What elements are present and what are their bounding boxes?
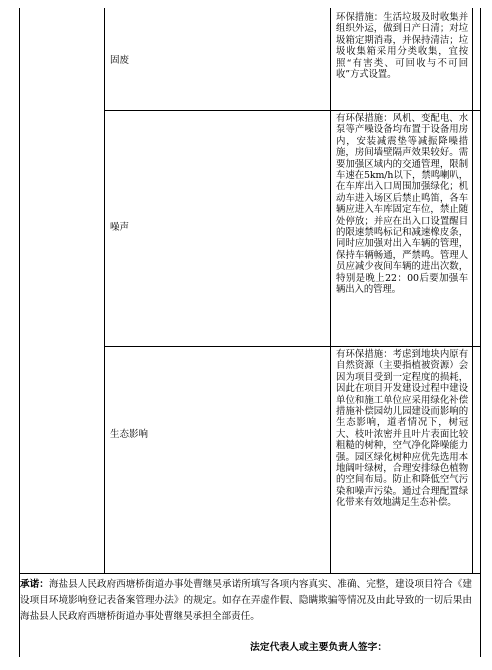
- solid-waste-measures: 环保措施：生活垃圾及时收集并组织外运，做到日产日清；对垃圾箱定期消毒，并保持清洁；垃圾收集箱采用分类收集，宜按照“有害类、可回收与不可回收”方式设置。: [336, 12, 468, 81]
- table-border-col2: [330, 8, 331, 573]
- row-divider-1: [104, 110, 480, 111]
- commitment-label: 承诺：: [20, 579, 49, 590]
- category-solid-waste: 固废: [110, 55, 130, 66]
- category-noise: 噪声: [110, 222, 130, 233]
- table-border-right: [480, 8, 481, 573]
- table-border-bottom: [19, 573, 481, 574]
- commitment-text: 海盐县人民政府西塘桥街道办事处曹继昊承诺所填写各项内容真实、准确、完整，建设项目符合《建设项目环境影响登记表备案管理办法》的规定。如存在弄虚作假、隐瞒欺骗等情况及由此导致的一切后果由海盐县人民政府西塘桥街道办事处曹继昊承担全部责任。: [20, 579, 473, 622]
- category-ecology: 生态影响: [110, 429, 149, 440]
- table-border-left: [19, 8, 20, 573]
- table-border-col1: [104, 8, 105, 573]
- signature-label: 法定代表人或主要负责人签字：: [250, 642, 388, 653]
- ecology-measures: 有环保措施：考虑到地块内原有自然资源（主要指植被资源）会因为项目受到一定程度的损耗，因此在项目开发建设过程中建设单位和施工单位应采用绿化补偿措施补偿园幼儿园建设而影响的生态影响，道者情况下，树冠大、枝叶浓密并且叶片表面比较粗糙的树种，空气净化降噪能力强。园区绿化树种应优先选用本地阔叶绿树，合理安排绿色植物的空间布局。防止和降低空气污染和噪声污染。通过合理配置绿化带来有效地满足生态补偿。: [336, 349, 468, 509]
- row-divider-2: [104, 346, 480, 347]
- table-border-col3: [472, 8, 473, 573]
- noise-measures: 有环保措施：风机、变配电、水泵等产噪设备均布置于设备用房内，安装减震垫等减振降噪措施，房间墙壁隔声效果较好。需要加强区域内的交通管理，限制车速在5km/h以下，禁鸣喇叭，在车库出入口周围加强绿化；机动车进入场区后禁止鸣笛，各车辆应进入车库固定车位，禁止随处停放；并应在出入口设置醒目的限速禁鸣标记和减速橡皮条，同时应加强对出入车辆的管理，保持车辆畅通，严禁鸣。管理人员应减少夜间车辆的进出次数，特别是晚上22：00后要加强车辆出入的管理。: [336, 113, 468, 296]
- commitment-statement: [20, 577, 472, 625]
- commit-border-right: [480, 573, 481, 657]
